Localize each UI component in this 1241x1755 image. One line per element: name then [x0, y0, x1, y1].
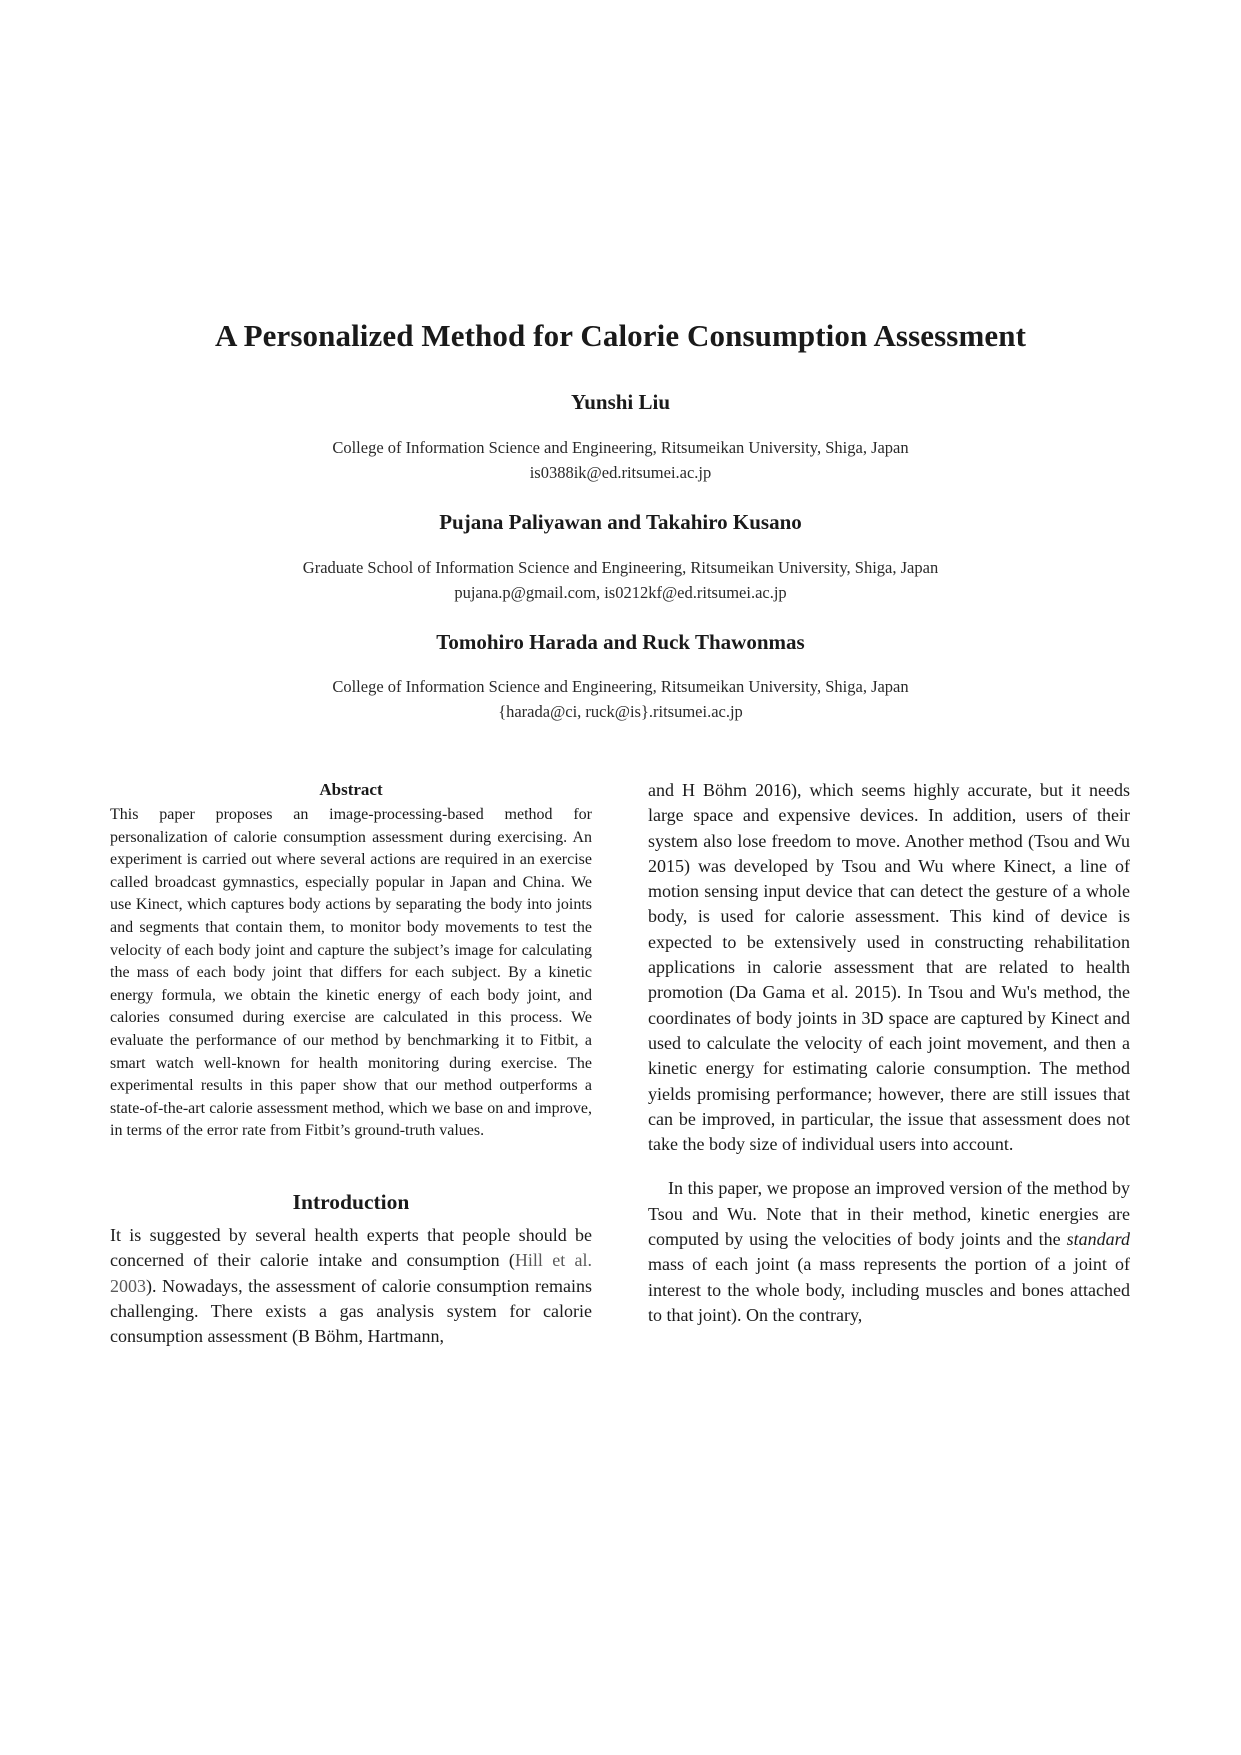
intro-text-part-2: ). Nowadays, the assessment of calorie consumption remains challenging. There exists a gas analysis system for calorie consumption assessment (B Böhm, Hartmann, — [110, 1275, 592, 1347]
right-p2-part-1: In this paper, we propose an improved version of the method by Tsou and Wu. Note that in their method, kinetic energies are computed by using the velocities of body joints and the — [648, 1178, 1130, 1250]
introduction-paragraph — [110, 1223, 592, 1349]
right-column — [648, 778, 1130, 1328]
right-p2-part-2: mass of each joint (a mass represents the portion of a joint of interest to the whole body, including muscles and bones attached to that joint). On the contrary, — [648, 1254, 1130, 1325]
author-names-1: Yunshi Liu — [570, 390, 671, 414]
author-names-3: Tomohiro Harada and Ruck Thawonmas — [436, 630, 805, 654]
author-affiliation-2: Graduate School of Information Science and Engineering, Ritsumeikan University, Shiga, Japan — [302, 558, 939, 577]
introduction-heading: Introduction — [292, 1189, 410, 1214]
right-paragraph-2 — [648, 1176, 1130, 1328]
right-paragraph-1: and H Böhm 2016), which seems highly accurate, but it needs large space and expensive devices. In addition, users of their system also lose freedom to move. Another method (Tsou and Wu 2015) was developed by Tsou and Wu where Kinect, a line of motion sensing input device that can detect the gesture of a whole body, is used for calorie assessment. This kind of device is expected to be extensively used in constructing rehabilitation applications in calorie assessment that are related to health promotion (Da Gama et al. 2015). In Tsou and Wu's method, the coordinates of body joints in 3D space are captured by Kinect and used to calculate the velocity of each joint movement, and then a kinetic energy for estimating calorie consumption. The method yields promising performance; however, there are still issues that can be improved, in particular, the issue that assessment does not take the body size of individual users into account. — [648, 780, 1130, 1155]
citation-link[interactable]: Hill et al. 2003 — [110, 1250, 592, 1296]
author-email-3: {harada@ci, ruck@is}.ritsumei.ac.jp — [498, 702, 743, 721]
author-names-2: Pujana Paliyawan and Takahiro Kusano — [439, 510, 802, 534]
author-affiliation-3: College of Information Science and Engineering, Ritsumeikan University, Shiga, Japan — [332, 677, 909, 696]
author-email-1: is0388ik@ed.ritsumei.ac.jp — [529, 463, 712, 482]
author-email-2: pujana.p@gmail.com, is0212kf@ed.ritsumei.ac.jp — [454, 583, 787, 602]
emphasis-standard: standard — [1066, 1229, 1130, 1250]
abstract-heading: Abstract — [319, 780, 383, 799]
abstract-text: This paper proposes an image-processing-based method for personalization of calorie consumption assessment during exercising. An experiment is carried out where several actions are required in an exercise called broadcast gymnastics, especially popular in Japan and China. We use Kinect, which captures body actions by separating the body into joints and segments that contain them, to monitor body movements to test the velocity of each body joint and capture the subject’s image for calculating the mass of each body joint that differs for each subject. By a kinetic energy formula, we obtain the kinetic energy of each body joint, and calories consumed during exercise are calculated in this process. We evaluate the performance of our method by benchmarking it to Fitbit, a smart watch well-known for health monitoring during exercise. The experimental results in this paper show that our method outperforms a state-of-the-art calorie assessment method, which we base on and improve, in terms of the error rate from Fitbit’s ground-truth values. — [110, 806, 592, 1140]
intro-text-part-1: It is suggested by several health experts that people should be concerned of their calorie intake and consumption ( — [110, 1224, 592, 1271]
left-column — [110, 778, 592, 1349]
paper-title: A Personalized Method for Calorie Consumption Assessment — [214, 318, 1026, 353]
author-affiliation-1: College of Information Science and Engineering, Ritsumeikan University, Shiga, Japan — [332, 438, 909, 457]
